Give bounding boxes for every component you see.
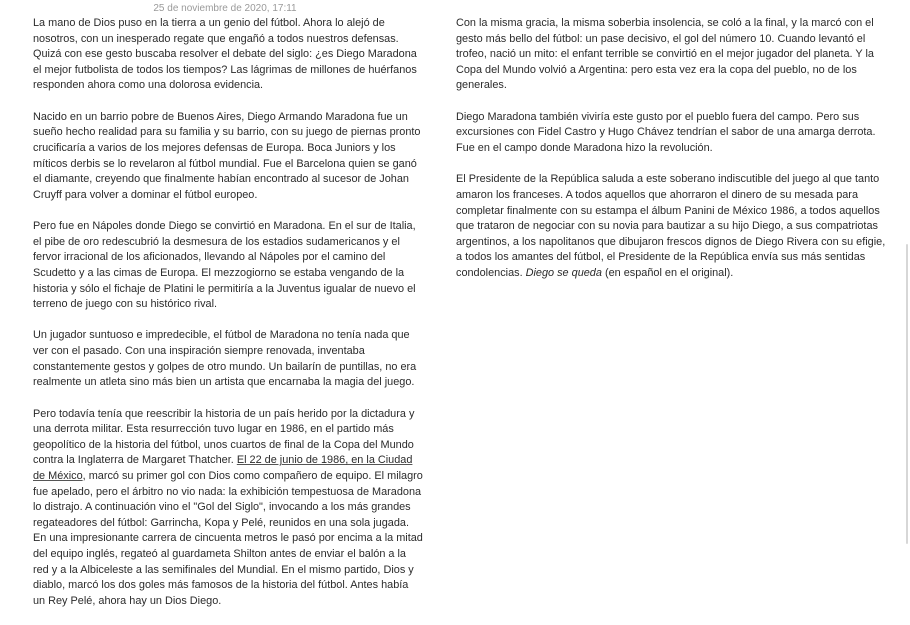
paragraph: [33, 407, 423, 610]
paragraph: Nacido en un barrio pobre de Buenos Aires, Diego Armando Maradona fue un sueño hecho realidad para su familia y su barrio, con su juego de piernas pronto crucificaría a varios de los mejores defensas de Europa. Boca Juniors y los míticos derbis se lo revelaron al fútbol mundial. Fue el Barcelona quien se ganó el diamante, creyendo que finalmente habían encontrado al sucesor de Johan Cruyff para volver a dominar el fútbol europeo.: [33, 110, 421, 201]
italic-quote: Diego se queda: [525, 266, 602, 279]
article-right-column: [456, 16, 888, 297]
paragraph: Un jugador suntuoso e impredecible, el fútbol de Maradona no tenía nada que ver con el pasado. Con una inspiración siempre renovada, inventaba constantemente gestos y golpes de otro mundo. Un bailarín de puntillas, no era realmente un atleta sino más bien un artista que encarnaba la magia del juego.: [33, 329, 417, 389]
article-left-column: [33, 16, 423, 625]
paragraph: [456, 172, 888, 281]
paragraph: Con la misma gracia, la misma soberbia insolencia, se coló a la final, y la marcó con el gesto más bello del fútbol: un pase decisivo, el gol del número 10. Cuando levantó el trofeo, nació un mito: el enfant terrible se convirtió en el mejor jugador del planeta. Y la Copa del Mundo volvió a Argentina: pero esta vez era la copa del pueblo, no de los generales.: [456, 17, 874, 92]
paragraph: La mano de Dios puso en la tierra a un genio del fútbol. Ahora lo alejó de nosotros, con un inesperado regate que engañó a todos nuestros defensas. Quizá con ese gesto buscaba resolver el debate del siglo: ¿es Diego Maradona el mejor futbolista de todos los tiempos? Las lágrimas de millones de huérfanos responden ahora como una dolorosa evidencia.: [33, 17, 417, 92]
date-link[interactable]: El 22 de junio de 1986, en la Ciudad de México: [33, 454, 413, 483]
paragraph: Pero fue en Nápoles donde Diego se convirtió en Maradona. En el sur de Italia, el pibe de oro redescubrió la desmesura de los estadios sudamericanos y el fervor irracional de los aficionados, llevando al Nápoles por el camino del Scudetto y a las cimas de Europa. El mezzogiorno se estaba vengando de la historia y sólo el fichaje de Platini le permitiría a la Juventus igualar de nuevo el terreno de juego con su histórico rival.: [33, 220, 416, 311]
paragraph-text: Pero todavía tenía que reescribir la historia de un país herido por la dictadura y una derrota militar. Esta resurrección tuvo lugar en 1986, en el partido más geopolítico de la historia del fútbol, unos cuartos de final de la Copa del Mundo contra la Inglaterra de Margaret Thatcher.: [33, 407, 415, 467]
scrollbar[interactable]: [906, 244, 908, 544]
paragraph-text: (en español en el original).: [601, 266, 734, 279]
paragraph: Diego Maradona también viviría este gusto por el pueblo fuera del campo. Pero sus excursiones con Fidel Castro y Hugo Chávez tendrían el sabor de una amarga derrota. Fue en el campo donde Maradona hizo la revolución.: [456, 110, 876, 154]
paragraph-text: El Presidente de la República saluda a este soberano indiscutible del juego al que tanto amaron los franceses. A todos aquellos que ahorraron el dinero de su mesada para completar finalmente con su estampa el álbum Panini de México 1986, a todos aquellos que trataron de negociar con su novia para bautizar a su hijo Diego, a sus compatriotas argentinos, a los napolitanos que dibujaron frescos dignos de Diego Rivera con su efigie, a todos los amantes del fútbol, el Presidente de la República envía sus más sentidas condolencias.: [456, 173, 886, 279]
paragraph-text: , marcó su primer gol con Dios como compañero de equipo. El milagro fue apelado, pero el árbitro no vio nada: la exhibición tempestuosa de Maradona lo distrajo. A continuación vino el "Gol del Siglo", invocando a los más grandes regateadores del fútbol: Garrincha, Kopa y Pelé, reunidos en una sola jugada. En una impresionante carrera de cincuenta metros le pasó por encima a la mitad del equipo inglés, regateó al guardameta Shilton antes de enviar el balón a la red y a la Albiceleste a las semifinales del Mundial. En el mismo partido, Dios y diablo, marcó los dos goles más famosos de la historia del fútbol. Antes había un Rey Pelé, ahora hay un Dios Diego.: [33, 470, 423, 607]
article-timestamp: 25 de noviembre de 2020, 17:11: [153, 3, 297, 14]
